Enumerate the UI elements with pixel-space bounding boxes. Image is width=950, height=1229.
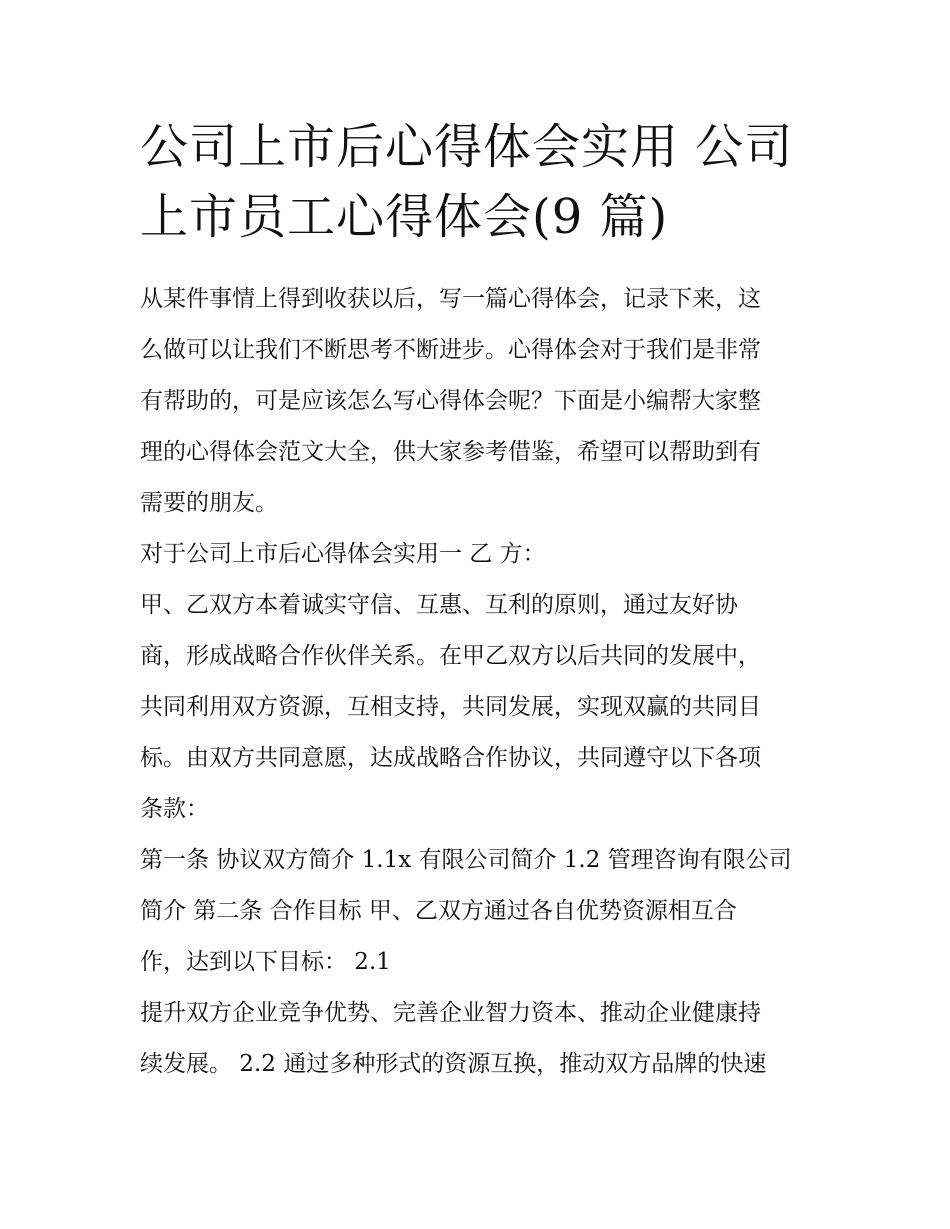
title-line: 公司上市后心得体会实用 公司 xyxy=(140,119,794,175)
text-line: 对于公司上市后心得体会实用一 乙 方： xyxy=(140,541,546,567)
clauses-paragraph xyxy=(140,835,820,988)
text-line: 需要的朋友。 xyxy=(140,490,278,516)
text-line: 提升双方企业竞争优势、完善企业智力资本、推动企业健康持 xyxy=(140,1000,761,1026)
text-line: 有帮助的，可是应该怎么写心得体会呢？下面是小编帮大家整 xyxy=(140,388,761,414)
agreement-paragraph xyxy=(140,580,820,835)
text-line: 从某件事情上得到收获以后，写一篇心得体会，记录下来，这 xyxy=(140,286,761,312)
text-line: 么做可以让我们不断思考不断进步。心得体会对于我们是非常 xyxy=(140,337,761,363)
goals-paragraph xyxy=(140,988,820,1090)
section-heading xyxy=(140,529,820,580)
text-line: 甲、乙双方本着诚实守信、互惠、互利的原则，通过友好协 xyxy=(140,592,738,618)
text-line: 第一条 协议双方简介 1.1x 有限公司简介 1.2 管理咨询有限公司 xyxy=(140,847,792,873)
text-line: 共同利用双方资源，互相支持，共同发展，实现双赢的共同目 xyxy=(140,694,761,720)
text-line: 作，达到以下目标： 2.1 xyxy=(140,949,391,975)
text-line: 续发展。 2.2 通过多种形式的资源互换，推动双方品牌的快速 xyxy=(140,1051,767,1077)
document-page xyxy=(140,112,820,1090)
text-line: 理的心得体会范文大全，供大家参考借鉴，希望可以帮助到有 xyxy=(140,439,761,465)
text-line: 简介 第二条 合作目标 甲、乙双方通过各自优势资源相互合 xyxy=(140,898,737,924)
text-line: 条款： xyxy=(140,796,209,822)
document-title xyxy=(140,112,820,252)
text-line: 商，形成战略合作伙伴关系。在甲乙双方以后共同的发展中， xyxy=(140,643,761,669)
intro-paragraph xyxy=(140,274,820,529)
text-line: 标。由双方共同意愿，达成战略合作协议，共同遵守以下各项 xyxy=(140,745,761,771)
title-line: 上市员工心得体会(9 篇) xyxy=(140,189,669,245)
